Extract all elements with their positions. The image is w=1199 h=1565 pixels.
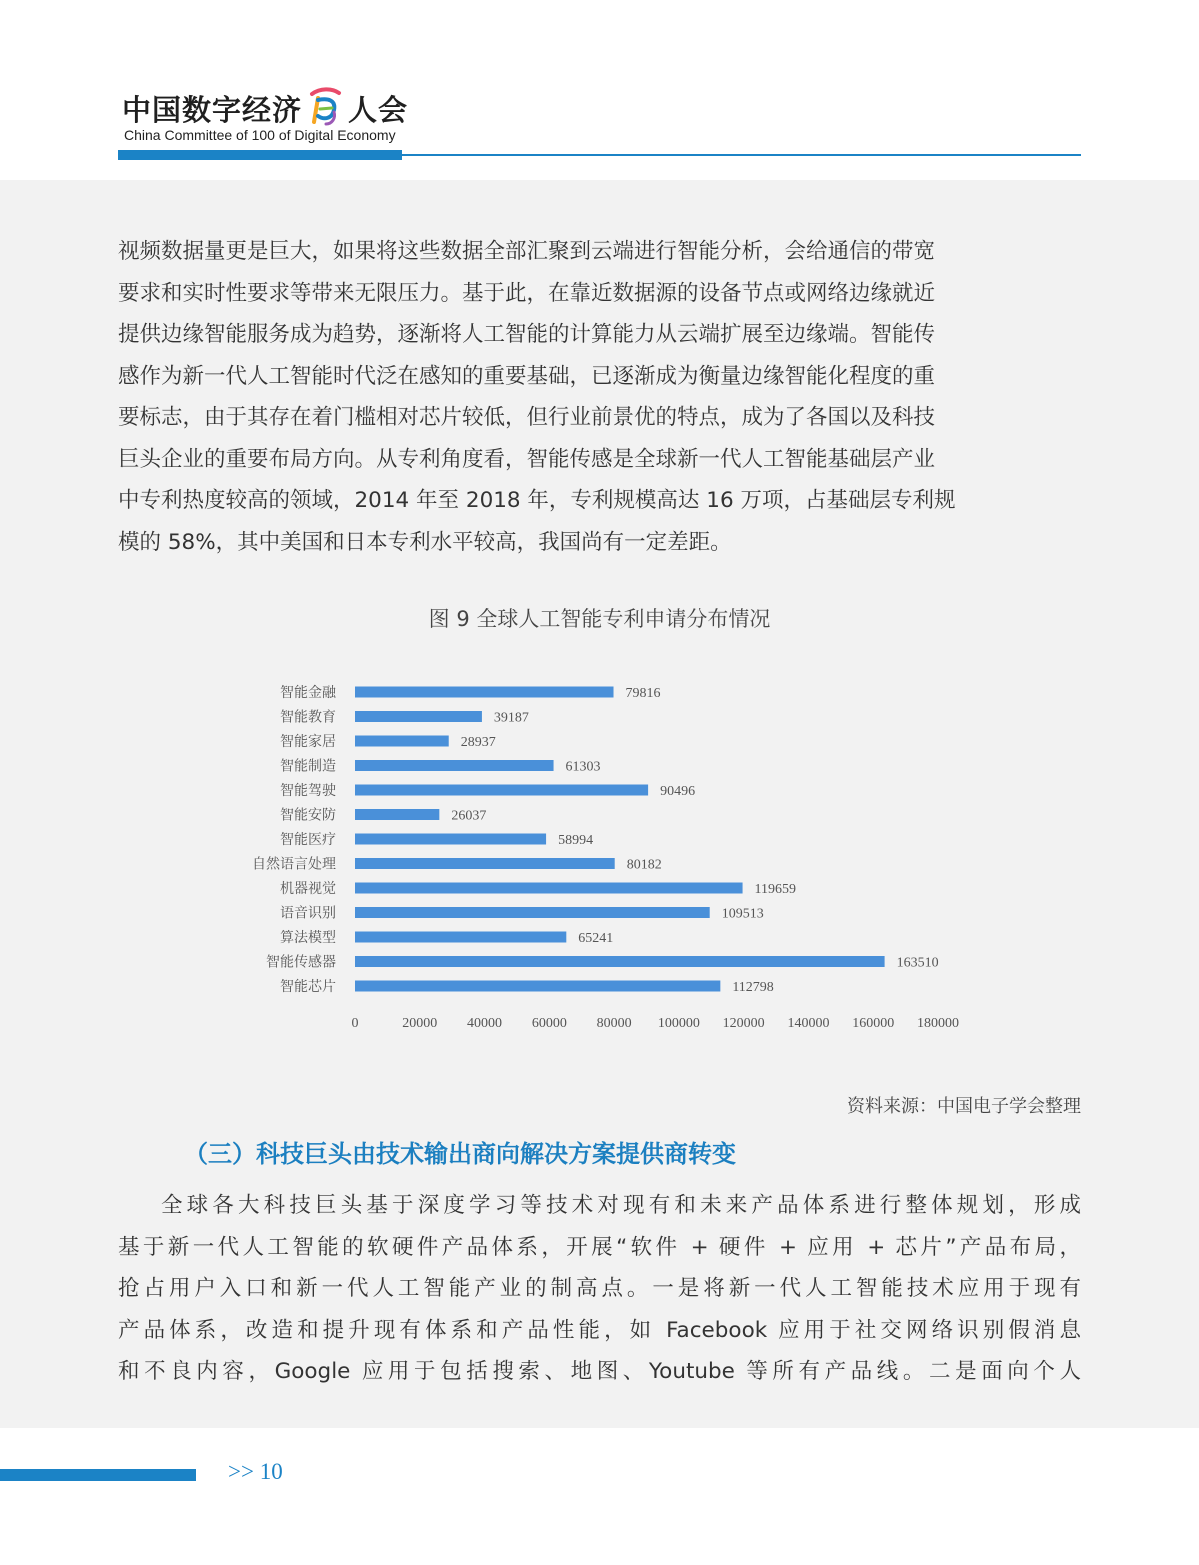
data-label: 112798 (732, 980, 774, 995)
category-label: 智能安防 (280, 807, 336, 824)
section-heading: （三）科技巨头由技术输出商向解决方案提供商转变 (184, 1140, 736, 1168)
paragraph-line: 要标志，由于其存在着门槛相对芯片较低，但行业前景优的特点，成为了各国以及科技 (118, 405, 936, 430)
bar (355, 711, 482, 722)
x-tick-label: 160000 (852, 1016, 895, 1031)
category-label: 语音识别 (280, 905, 336, 922)
bar (355, 932, 566, 943)
paragraph-line: 巨头企业的重要布局方向。从专利角度看，智能传感是全球新一代人工智能基础层产业 (118, 446, 936, 472)
paragraph-line: 产品体系，改造和提升现有体系和产品性能，如 Facebook 应用于社交网络识别假消息 (118, 1317, 1081, 1343)
data-label: 28937 (460, 735, 496, 750)
data-label: 80182 (626, 857, 662, 873)
category-label: 智能教育 (280, 709, 336, 726)
x-tick-label: 80000 (596, 1016, 632, 1031)
x-tick-label: 100000 (657, 1016, 700, 1031)
logo-title-part2: 人会 (348, 93, 409, 127)
bar (355, 736, 449, 747)
body-paragraph-1 (118, 231, 1081, 563)
category-label: 机器视觉 (280, 881, 336, 897)
category-label: 算法模型 (280, 930, 336, 946)
logo-title-part1: 中国数字经济 (122, 93, 303, 127)
bar (355, 907, 710, 918)
bar (355, 956, 885, 967)
bar (355, 760, 554, 771)
bar (355, 687, 614, 698)
paragraph-line: 抢占用户入口和新一代人工智能产业的制高点。一是将新一代人工智能技术应用于现有 (118, 1276, 1081, 1301)
bar (355, 785, 648, 796)
bar (355, 809, 439, 820)
paragraph-line: 中专利热度较高的领域，2014 年至 2018 年，专利规模高达 16 万项，占基础层专利规 (118, 488, 956, 513)
x-tick-label: 140000 (787, 1016, 830, 1031)
paragraph-line: 视频数据量更是巨大，如果将这些数据全部汇聚到云端进行智能分析，会给通信的带宽 (118, 239, 936, 264)
data-label: 39187 (493, 710, 529, 726)
data-label: 119659 (754, 882, 797, 897)
body-paragraph-2 (118, 1185, 1081, 1393)
x-tick-label: 20000 (402, 1016, 438, 1031)
paragraph-line: 提供边缘智能服务成为趋势，逐渐将人工智能的计算能力从云端扩展至边缘端。智能传 (118, 322, 936, 347)
x-tick-label: 40000 (467, 1016, 503, 1031)
page-number: >> 10 (228, 1459, 283, 1484)
logo-title (122, 86, 408, 129)
figure-source: 资料来源：中国电子学会整理 (847, 1096, 1081, 1117)
bar (355, 858, 615, 869)
category-label: 智能制造 (280, 758, 336, 775)
x-tick-label: 180000 (917, 1016, 959, 1031)
category-label: 智能医疗 (280, 832, 336, 848)
paragraph-line: 感作为新一代人工智能时代泛在感知的重要基础，已逐渐成为衡量边缘智能化程度的重 (118, 363, 936, 389)
category-label: 智能金融 (280, 685, 336, 701)
paragraph-line: 要求和实时性要求等带来无限压力。基于此，在靠近数据源的设备节点或网络边缘就近 (118, 280, 936, 306)
logo-mark-icon (306, 86, 344, 126)
paragraph-line: 和不良内容，Google 应用于包括搜索、地图、Youtube 等所有产品线。二是面向个人 (118, 1359, 1081, 1384)
data-label: 79816 (625, 686, 661, 701)
logo-subtitle: China Committee of 100 of Digital Economy (124, 127, 396, 143)
bar (355, 981, 720, 992)
data-label: 109513 (721, 906, 764, 922)
bar (355, 834, 546, 845)
bar (355, 883, 743, 894)
patent-bar-chart (0, 670, 1199, 1040)
footer-accent-bar (0, 1469, 196, 1481)
x-tick-label: 60000 (531, 1016, 567, 1031)
category-label: 智能驾驶 (280, 783, 336, 799)
category-label: 智能家居 (280, 734, 336, 750)
data-label: 58994 (558, 833, 594, 848)
data-label: 90496 (660, 784, 696, 799)
page-header (0, 0, 1199, 180)
category-label: 智能芯片 (280, 979, 336, 995)
data-label: 26037 (451, 808, 487, 824)
x-tick-label: 0 (351, 1016, 359, 1031)
category-label: 自然语言处理 (252, 856, 336, 873)
paragraph-line: 基于新一代人工智能的软硬件产品体系，开展“软件 + 硬件 + 应用 + 芯片”产品布局， (118, 1234, 1081, 1260)
data-label: 163510 (896, 955, 939, 971)
x-tick-label: 120000 (722, 1016, 765, 1031)
header-accent-bar (118, 150, 402, 160)
figure-title: 图 9 全球人工智能专利申请分布情况 (428, 607, 771, 631)
data-label: 65241 (578, 931, 614, 946)
paragraph-line: 全球各大科技巨头基于深度学习等技术对现有和未来产品体系进行整体规划，形成 (161, 1193, 1081, 1218)
category-label: 智能传感器 (266, 954, 336, 971)
data-label: 61303 (565, 759, 601, 775)
paragraph-line: 模的 58%，其中美国和日本专利水平较高，我国尚有一定差距。 (118, 529, 732, 555)
